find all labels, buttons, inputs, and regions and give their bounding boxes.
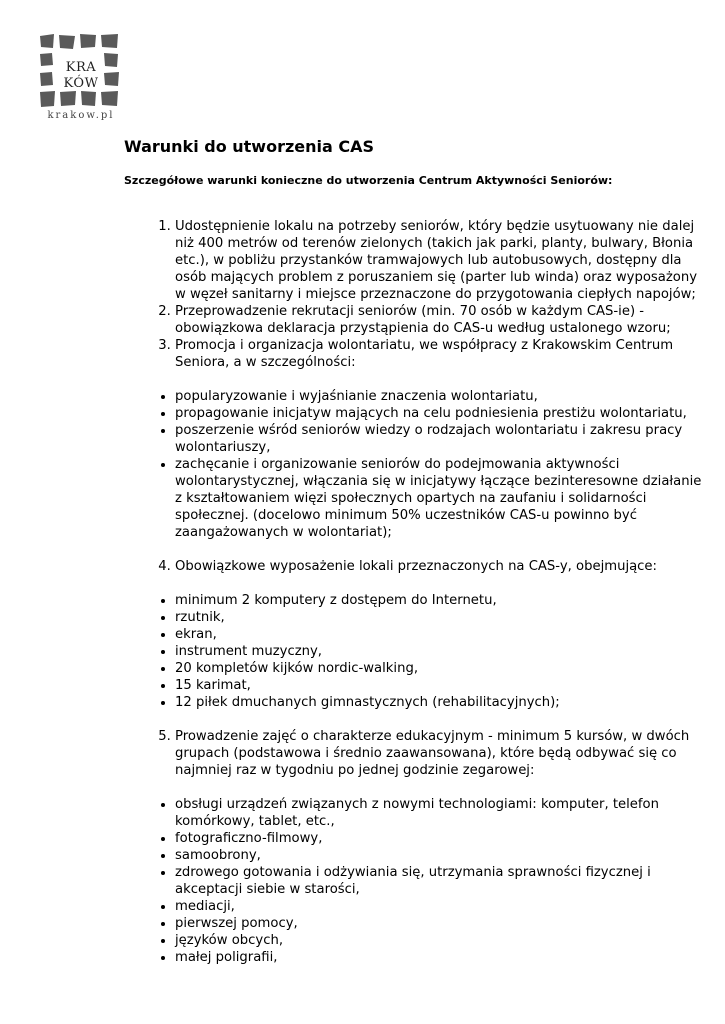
requirement-item: 4. Obowiązkowe wyposażenie lokali przeznaczonych na CAS-y, obejmujące:: [175, 558, 704, 575]
document-content: [124, 136, 704, 965]
list-item: • instrument muzyczny,: [175, 643, 704, 660]
list-item: • rzutnik,: [175, 609, 704, 626]
list-item: • samoobrony,: [175, 847, 704, 864]
list-item: • małej poligrafii,: [175, 949, 704, 966]
volunteering-list: [124, 388, 704, 541]
list-item: • poszerzenie wśród seniorów wiedzy o rodzajach wolontariatu i zakresu pracy wolontariuszy,: [175, 422, 704, 456]
list-item: • minimum 2 komputery z dostępem do Internetu,: [175, 592, 704, 609]
requirement-item: 1. Udostępnienie lokalu na potrzeby seniorów, który będzie usytuowany nie dalej niż 400 metrów od terenów zielonych (takich jak parki, planty, bulwary, Błonia etc.), w pobliżu przystanków tramwajowych lub autobusowych, dostępny dla osób mających problem z poruszaniem się (parter lub winda) oraz wyposażony w węzeł sanitarny i miejsce przeznaczone do przygotowania ciepłych napojów;: [175, 218, 704, 303]
list-item: • popularyzowanie i wyjaśnianie znaczenia wolontariatu,: [175, 388, 704, 405]
requirements-list-part-1: [124, 218, 704, 371]
requirement-item: 5. Prowadzenie zajęć o charakterze edukacyjnym - minimum 5 kursów, w dwóch grupach (podstawowa i średnio zaawansowana), które będą odbywać się co najmniej raz w tygodniu po jednej godzinie zegarowej:: [175, 728, 704, 779]
list-item: • zachęcanie i organizowanie seniorów do podejmowania aktywności wolontarystycznej, włączania się w inicjatywy łączące bezinteresowne działanie z kształtowaniem więzi społecznych opartych na zaufaniu i solidarności społecznej. (docelowo minimum 50% uczestników CAS-u powinno być zaangażowanych w wolontariat);: [175, 456, 704, 541]
list-item: • fotograficzno-filmowy,: [175, 830, 704, 847]
courses-list: [124, 796, 704, 966]
list-item: • pierwszej pomocy,: [175, 915, 704, 932]
list-item: • zdrowego gotowania i odżywiania się, utrzymania sprawności fizycznej i akceptacji siebie w starości,: [175, 864, 704, 898]
list-item: • mediacji,: [175, 898, 704, 915]
list-item: • obsługi urządzeń związanych z nowymi technologiami: komputer, telefon komórkowy, tablet, etc.,: [175, 796, 704, 830]
page-title: Warunki do utworzenia CAS: [124, 137, 375, 156]
list-item: • propagowanie inicjatyw mających na celu podniesienia prestiżu wolontariatu,: [175, 405, 704, 422]
list-item: • ekran,: [175, 626, 704, 643]
requirement-item: 3. Promocja i organizacja wolontariatu, we współpracy z Krakowskim Centrum Seniora, a w szczególności:: [175, 337, 704, 371]
equipment-list: [124, 592, 704, 711]
logo-line-2: KÓW: [63, 76, 99, 91]
list-item: • 20 kompletów kijków nordic-walking,: [175, 660, 704, 677]
main-body: [124, 218, 704, 966]
krakow-logo[interactable]: [38, 30, 124, 126]
list-item: • 15 karimat,: [175, 677, 704, 694]
logo-wordmark: [38, 60, 124, 92]
logo-url[interactable]: krakow.pl: [47, 110, 115, 121]
logo-line-1: KRA: [65, 60, 97, 75]
requirements-list-part-2: [124, 558, 704, 575]
requirement-item: 2. Przeprowadzenie rekrutacji seniorów (min. 70 osób w każdym CAS-ie) - obowiązkowa deklaracja przystąpienia do CAS-u według ustalonego wzoru;: [175, 303, 704, 337]
list-item: • języków obcych,: [175, 932, 704, 949]
list-item: • 12 piłek dmuchanych gimnastycznych (rehabilitacyjnych);: [175, 694, 704, 711]
requirements-list-part-3: [124, 728, 704, 779]
page-subtitle: Szczegółowe warunki konieczne do utworzenia Centrum Aktywności Seniorów:: [124, 174, 613, 187]
